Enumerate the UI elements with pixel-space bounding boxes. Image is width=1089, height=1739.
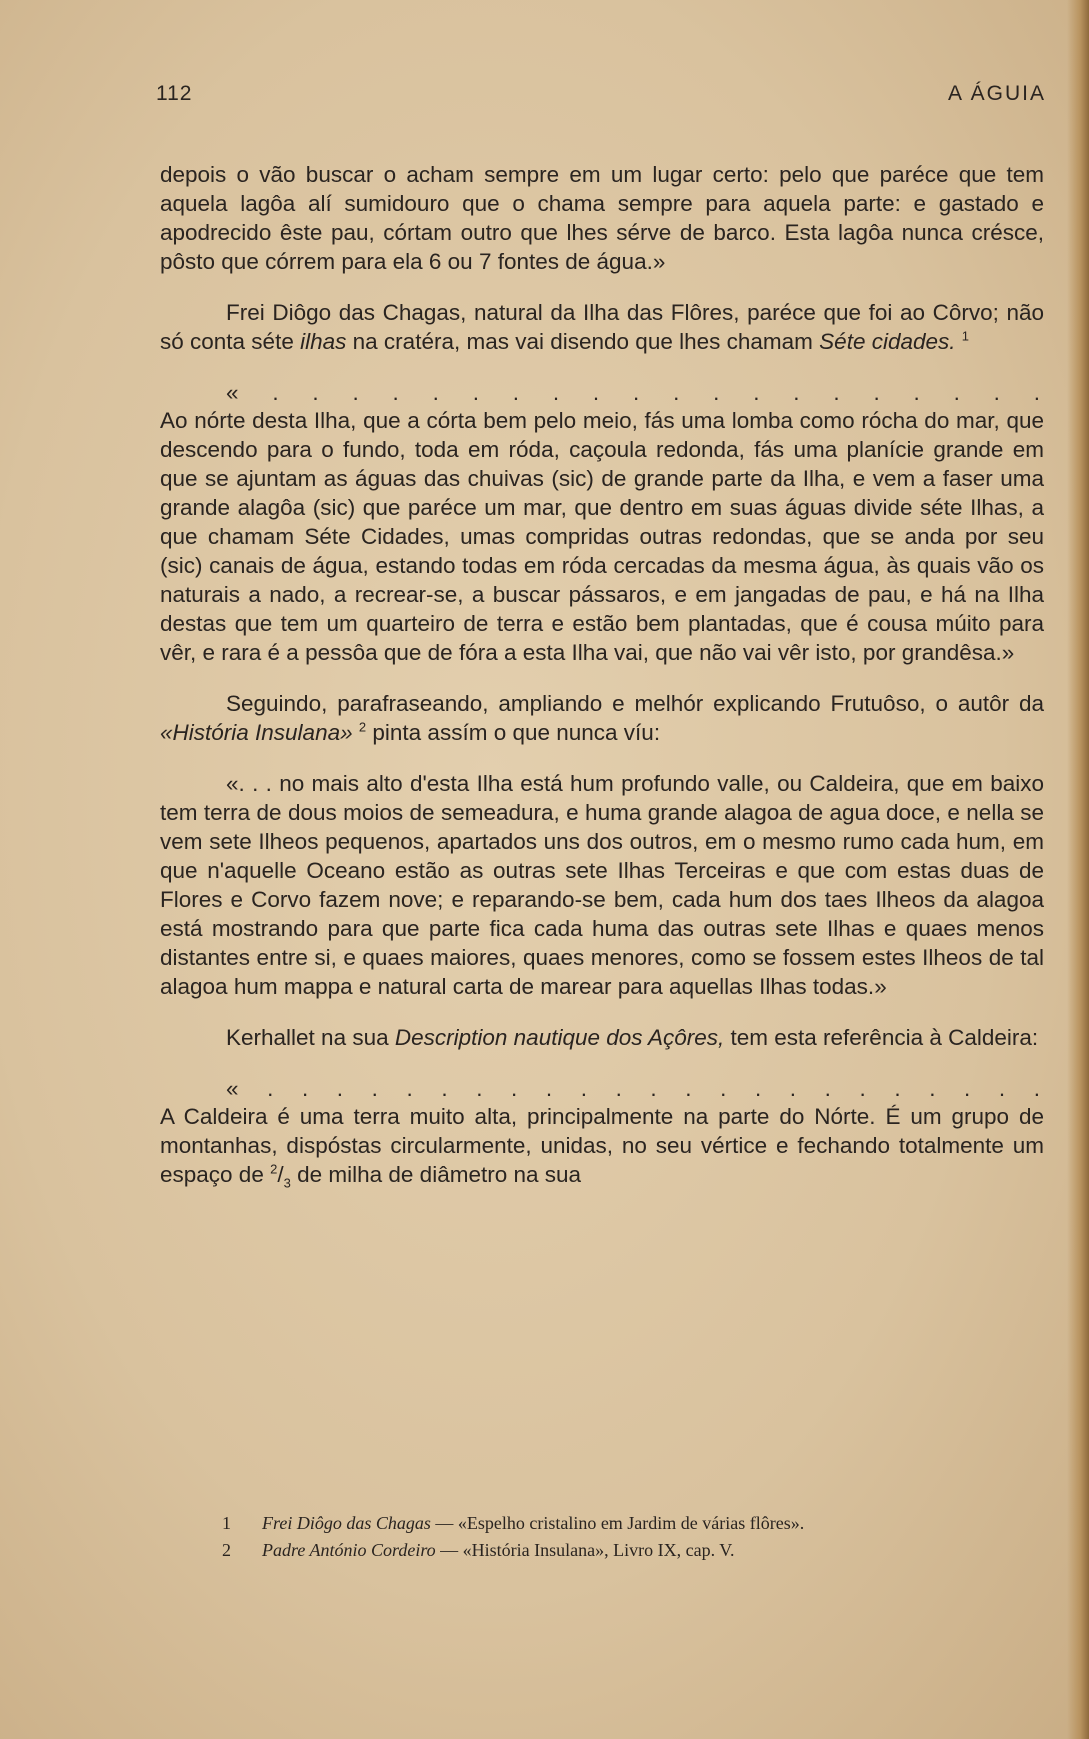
footnote-ref-2: 2: [358, 719, 367, 735]
ellipsis-row-1: « . . . . . . . . . . . . . . . . . . . .: [226, 380, 1044, 405]
footnote-ref-1: 1: [961, 328, 970, 344]
paragraph-5: «. . . no mais alto d'esta Ilha está hum profundo valle, ou Caldeira, que em baixo tem terra de dous moios de semeadura, e huma grande alagoa de agua doce, e nella se vem sete Ilheos pequenos, apartados uns dos outros, em o mesmo rumo cada hum, em que n'aquelle Oceano estão as outras sete Ilhas Terceiras e que com estas duas de Flores e Corvo fazem nove; e reparando-se bem, cada hum dos taes Ilheos da alagoa está mostrando para que parte fica cada huma das outras sete Ilhas e quaes menos distantes entre si, e quaes maiores, quaes menores, como se fossem estes Ilheos de tal alagoa hum mappa e natural carta de marear para aquellas Ilhas todas.»: [160, 771, 1044, 999]
running-title: A ÁGUIA: [947, 82, 1046, 105]
paragraph-6: Kerhallet na sua Description nautique dos Açôres, tem esta referência à Caldeira:: [226, 1025, 1039, 1050]
paragraph-3: Ao nórte desta Ilha, que a córta bem pelo meio, fás uma lomba como rócha do mar, que descendo para o fundo, toda em róda, caçoula redonda, fás uma planície grande em que se ajuntam as águas das chuivas (sic) de grande parte da Ilha, e vem a faser uma grande alagôa (sic) que paréce um mar, que dentro em suas águas divide séte Ilhas, a que chamam Séte Cidades, umas compridas outras redondas, que se anda por seu (sic) canais de água, estando todas em róda cercadas da mesma água, às quais vão os naturais a nado, a recrear-se, a buscar pássaros, e em jangadas de pau, e há na Ilha destas que tem um quarteiro de terra e estão bem plantadas, que é cousa múito para vêr, e rara é a pessôa que de fóra a esta Ilha vai, que não vai vêr isto, por grandêsa.»: [160, 408, 1044, 665]
paragraph-4: Seguindo, parafraseando, ampliando e melhór explicando Frutuôso, o autôr da «História Insulana» $^2$ pinta assím o que nunca víu:: [160, 691, 1044, 745]
page-header: [156, 82, 1046, 106]
paragraph-7: A Caldeira é uma terra muito alta, principalmente na parte do Nórte. É um grupo de montanhas, dispóstas circularmente, unidas, no seu vértice e fechando totalmente um espaço de $^2/_3$ de milha de diâmetro na sua: [160, 1104, 1044, 1191]
ellipsis-row-2: « . . . . . . . . . . . . . . . . . . . . . . .: [226, 1076, 1044, 1101]
body-text: [160, 160, 1044, 1198]
paragraph-1: depois o vão buscar o acham sempre em um lugar certo: pelo que paréce que tem aquela lagôa alí sumidouro que o chama sempre para aquela parte: e gastado e apodrecido êste pau, córtam outro que lhes sérve de barco. Esta lagôa nunca crésce, pôsto que córrem para ela 6 ou 7 fontes de água.»: [160, 162, 1044, 274]
page-edge: [1067, 0, 1089, 1739]
footnotes: [222, 1510, 1002, 1564]
footnote-2: 2 Padre António Cordeiro — «História Insulana», Livro IX, cap. V.: [222, 1540, 735, 1560]
paragraph-2: Frei Diôgo das Chagas, natural da Ilha das Flôres, paréce que foi ao Côrvo; não só conta séte ilhas na cratéra, mas vai disendo que lhes chamam Séte cidades. $^1$: [160, 300, 1044, 354]
footnote-1: 1 Frei Diôgo das Chagas — «Espelho cristalino em Jardim de várias flôres».: [222, 1513, 805, 1533]
page-number: 112: [156, 82, 193, 105]
